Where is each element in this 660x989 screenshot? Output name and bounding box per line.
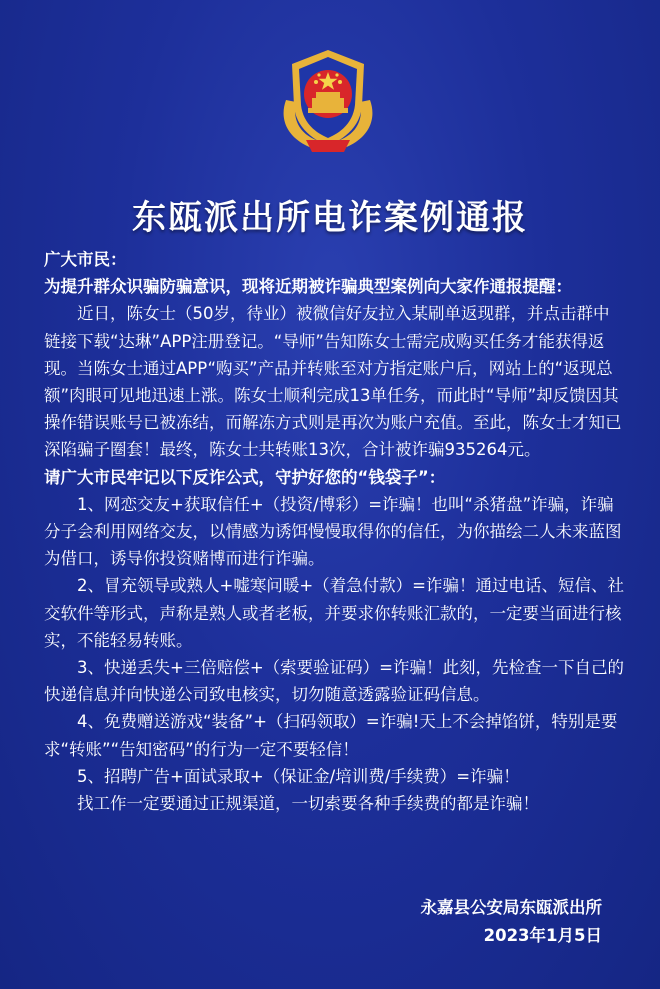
intro-line: 为提升群众识骗防骗意识，现将近期被诈骗典型案例向大家作通报提醒：: [44, 277, 572, 297]
notice-body: [44, 246, 624, 817]
formula-item: 4、免费赠送游戏“装备”+（扫码领取）=诈骗!天上不会掉馅饼，特别是要求“转账”“告知密码”的行为一定不要轻信！: [44, 712, 618, 759]
page-title: 东瓯派出所电诈案例通报: [132, 198, 528, 238]
case-paragraph: 近日，陈女士（50岁，待业）被微信好友拉入某刷单返现群，并点击群中链接下载“达琳”APP注册登记。“导师”告知陈女士需完成购买任务才能获得返现。当陈女士通过APP“购买”产品并转账至对方指定账户后，网站上的“返现总额”肉眼可见地迅速上涨。陈女士顺利完成13单任务，而此时“导师”却反馈因其操作错误账号已被冻结，而解冻方式则是再次为账户充值。至此，陈女士才知已深陷骗子圈套！最终，陈女士共转账13次，合计被诈骗935264元。: [44, 304, 622, 460]
signature-org: 永嘉县公安局东瓯派出所: [420, 898, 602, 917]
signature-block: [421, 894, 603, 950]
formula-item: 5、招聘广告+面试录取+（保证金/培训费/手续费）=诈骗！: [77, 766, 520, 786]
formula-heading: 请广大市民牢记以下反诈公式，守护好您的“钱袋子”：: [44, 467, 446, 487]
formula-item: 2、冒充领导或熟人+嘘寒问暖+（着急付款）=诈骗！通过电话、短信、社交软件等形式，声称是熟人或者老板，并要求你转账汇款的，一定要当面进行核实，不能轻易转账。: [44, 576, 624, 650]
police-emblem-icon: [268, 42, 388, 162]
salutation: 广大市民：: [44, 250, 127, 269]
signature-date: 2023年1月5日: [483, 926, 602, 945]
formula-item: 找工作一定要通过正规渠道，一切索要各种手续费的都是诈骗！: [77, 794, 539, 814]
formula-item: 3、快递丢失+三倍赔偿+（索要验证码）=诈骗！此刻，先检查一下自己的快递信息并向快递公司致电核实，切勿随意透露验证码信息。: [44, 658, 624, 705]
formula-item: 1、网恋交友+获取信任+（投资/博彩）=诈骗！也叫“杀猪盘”诈骗，诈骗分子会利用网络交友，以情感为诱饵慢慢取得你的信任，为你描绘二人未来蓝图为借口，诱导你投资赌博而进行诈骗。: [44, 494, 622, 569]
